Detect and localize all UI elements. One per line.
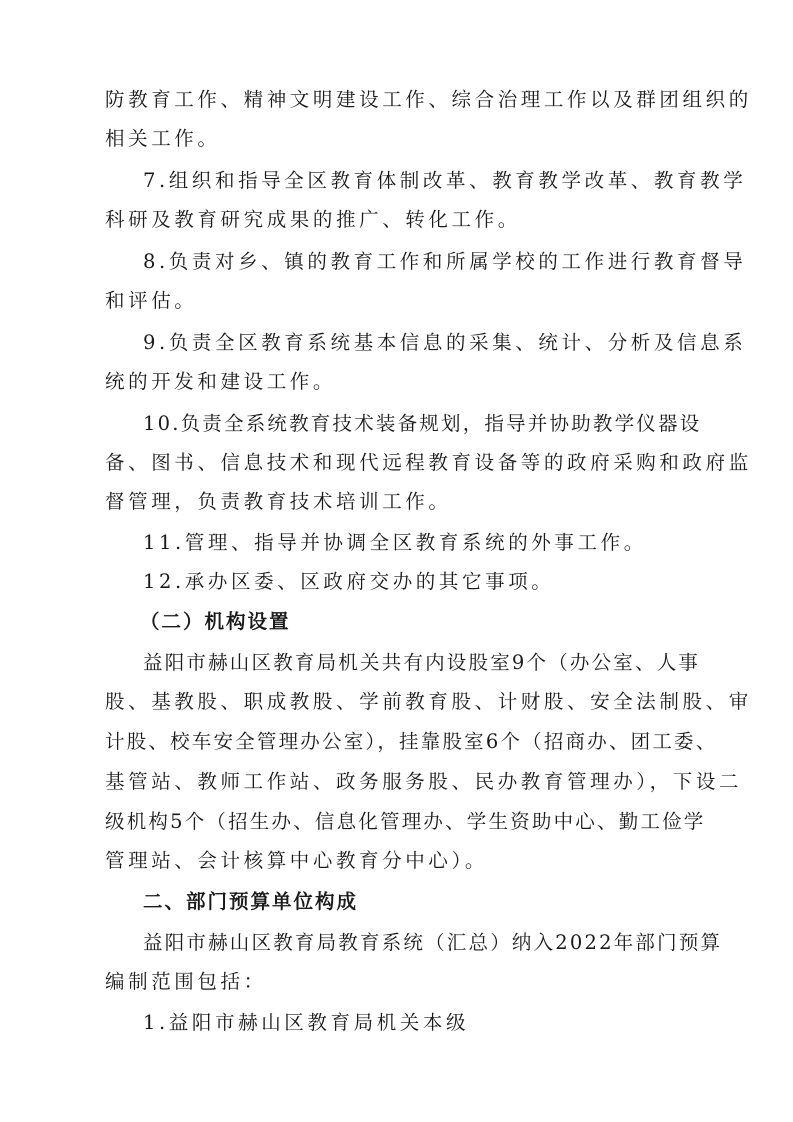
paragraph-line: 和评估。 — [105, 289, 198, 312]
paragraph-line: 基管站、教师工作站、政务服务股、民办教育管理办），下设二 — [105, 770, 743, 793]
paragraph-line: 益阳市赫山区教育局机关共有内设股室9个（办公室、人事 — [143, 651, 701, 674]
paragraph-line: 科研及教育研究成果的推广、转化工作。 — [105, 208, 521, 231]
paragraph-line: 9.负责全区教育系统基本信息的采集、统计、分析及信息系 — [143, 331, 747, 354]
section-heading: 二、部门预算单位构成 — [143, 890, 359, 913]
paragraph-line: 7.组织和指导全区教育体制改革、教育教学改革、教育教学 — [143, 169, 747, 192]
paragraph-line: 相关工作。 — [105, 127, 221, 150]
section-heading: （二）机构设置 — [140, 610, 291, 633]
paragraph-line: 级机构5个（招生办、信息化管理办、学生资助中心、勤工俭学 — [105, 810, 706, 833]
paragraph-line: 10.负责全系统教育技术装备规划，指导并协助教学仪器设 — [143, 412, 702, 435]
paragraph-line: 计股、校车安全管理办公室），挂靠股室6个（招商办、团工委、 — [105, 730, 718, 753]
paragraph-line: 12.承办区委、区政府交办的其它事项。 — [143, 570, 555, 593]
paragraph-line: 8.负责对乡、镇的教育工作和所属学校的工作进行教育督导 — [143, 250, 747, 273]
paragraph-line: 备、图书、信息技术和现代远程教育设备等的政府采购和政府监 — [105, 451, 752, 474]
paragraph-line: 防教育工作、精神文明建设工作、综合治理工作以及群团组织的 — [105, 88, 752, 111]
paragraph-line: 管理站、会计核算中心教育分中心）。 — [105, 849, 488, 872]
paragraph-line: 统的开发和建设工作。 — [105, 370, 337, 393]
paragraph-line: 股、基教股、职成教股、学前教育股、计财股、安全法制股、审 — [105, 690, 752, 713]
paragraph-line: 编制范围包括： — [105, 970, 267, 993]
paragraph-line: 督管理，负责教育技术培训工作。 — [105, 490, 452, 513]
paragraph-line: 1.益阳市赫山区教育局机关本级 — [143, 1011, 470, 1034]
paragraph-line: 益阳市赫山区教育局教育系统（汇总）纳入2022年部门预算 — [143, 931, 723, 954]
paragraph-line: 11.管理、指导并协调全区教育系统的外事工作。 — [143, 531, 647, 554]
